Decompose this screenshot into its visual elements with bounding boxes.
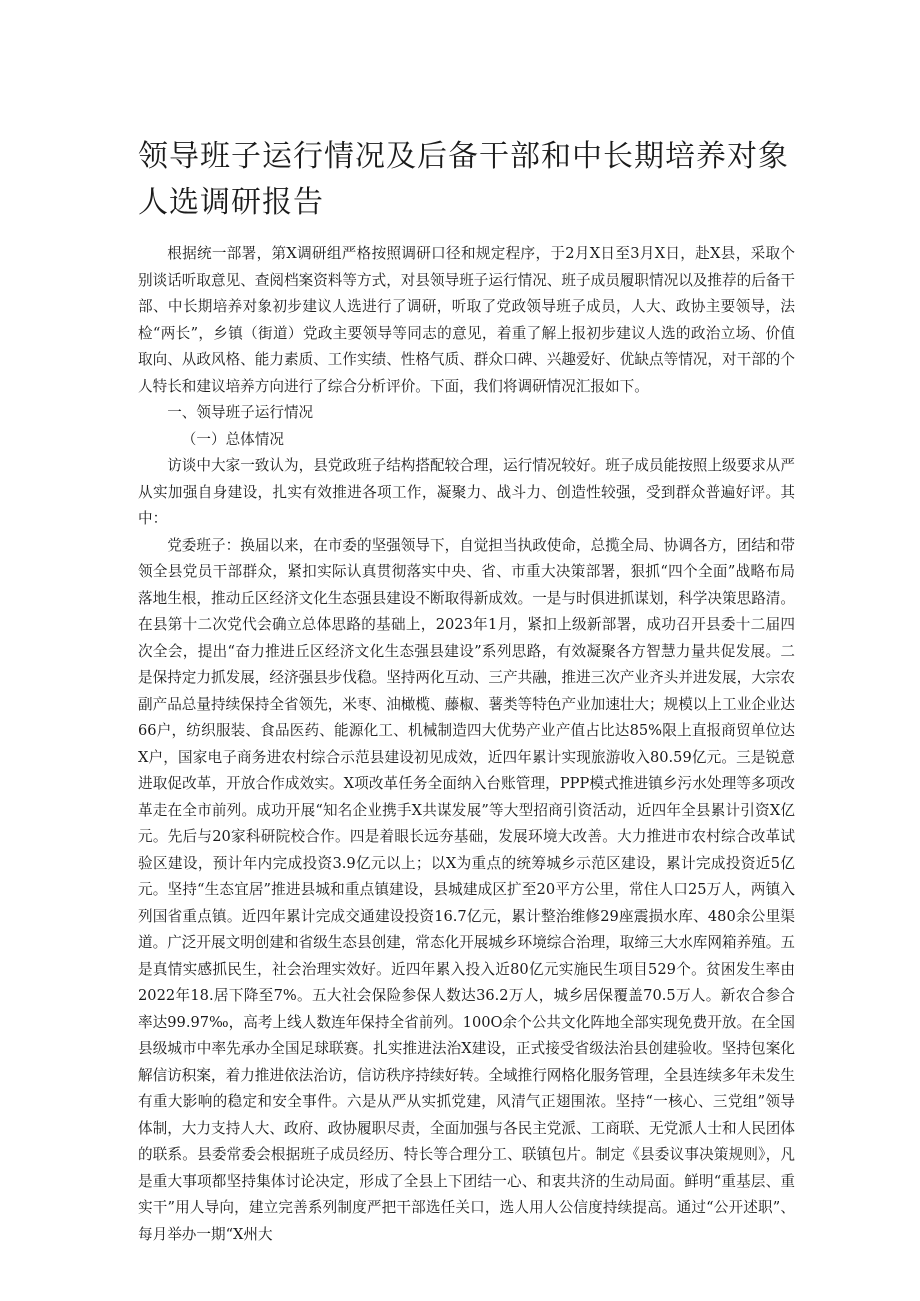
document-title: 领导班子运行情况及后备干部和中长期培养对象人选调研报告	[138, 139, 789, 220]
overview-paragraph: 访谈中大家一致认为，县党政班子结构搭配较合理，运行情况较好。班子成员能按照上级要求从严从实加强自身建设，扎实有效推进各项工作，凝聚力、战斗力、创造性较强，受到群众普遍好评。其中：	[138, 457, 795, 527]
section-heading: 一、领导班子运行情况	[167, 404, 314, 421]
party-committee-paragraph: 党委班子：换届以来，在市委的坚强领导下，自觉担当执政使命，总揽全局、协调各方，团结和带领全县党员干部群众，紧扣实际认真贯彻落实中央、省、市重大决策部署，狠抓“四个全面”战略布局落地生根，推动丘区经济文化生态强县建设不断取得新成效。一是与时俱进抓谋划，科学决策思路清。在县第十二次党代会确立总体思路的基础上，2023年1月，紧扣上级新部署，成功召开县委十二届四次全会，提出“奋力推进丘区经济文化生态强县建设”系列思路，有效凝聚各方智慧力量共促发展。二是保持定力抓发展，经济强县步伐稳。坚持两化互动、三产共融，推进三次产业齐头并进发展，大宗农副产品总量持续保持全省领先，米枣、油橄榄、藤椒、薯类等特色产业加速壮大；规模以上工业企业达66户，纺织服装、食品医药、能源化工、机械制造四大优势产业产值占比达85%限上直报商贸单位达X户，国家电子商务进农村综合示范县建设初见成效，近四年累计实现旅游收入80.59亿元。三是锐意进取促改革，开放合作成效实。X项改革任务全面纳入台账管理，PPP模式推进镇乡污水处理等多项改革走在全市前列。成功开展“知名企业携手X共谋发展”等大型招商引资活动，近四年全县累计引资X亿元。先后与20家科研院校合作。四是着眼长远夯基础，发展环境大改善。大力推进市农村综合改革试验区建设，预计年内完成投资3.9亿元以上；以X为重点的统筹城乡示范区建设，累计完成投资近5亿元。坚持“生态宜居”推进县城和重点镇建设，县城建成区扩至20平方公里，常住人口25万人，两镇入列国省重点镇。近四年累计完成交通建设投资16.7亿元，累计整治维修29座震损水库、480余公里渠道。广泛开展文明创建和省级生态县创建，常态化开展城乡环境综合治理，取缔三大水库网箱养殖。五是真情实感抓民生，社会治理实效好。近四年累入投入近80亿元实施民生项目529个。贫困发生率由2022年18.居下降至7%。五大社会保险参保人数达36.2万人，城乡居保覆盖70.5万人。新农合参合率达99.97‰，高考上线人数连年保持全省前列。100O余个公共文化阵地全部实现免费开放。在全国县级城市中率先承办全国足球联赛。扎实推进法治X建设，正式接受省级法治县创建验收。坚持包案化解信访积案，着力推进依法治访，信访秩序持续好转。全域推行网格化服务管理，全县连续多年未发生有重大影响的稳定和安全事件。六是从严从实抓党建，风清气正翅围浓。坚持“一核心、三党组”领导体制，大力支持人大、政府、政协履职尽责，全面加强与各民主党派、工商联、无党派人士和人民团体的联系。县委常委会根据班子成员经历、特长等合理分工、联镇包片。制定《县委议事决策规则》，凡是重大事项都坚持集体讨论决定，形成了全县上下团结一心、和衷共济的生动局面。鲜明“重基层、重实干”用人导向，建立完善系列制度严把干部选任关口，选人用人公信度持续提高。通过“公开述职”、每月举办一期“X州大	[138, 536, 795, 1243]
document-body	[138, 241, 795, 1248]
subsection-heading: （一）总体情况	[181, 430, 284, 448]
intro-paragraph: 根据统一部署，第X调研组严格按照调研口径和规定程序，于2月X日至3月X日，赴X县，采取个别谈话听取意见、查阅档案资料等方式，对县领导班子运行情况、班子成员履职情况以及推荐的后备干部、中长期培养对象初步建议人选进行了调研，听取了党政领导班子成员，人大、政协主要领导，法检“两长”，乡镇（街道）党政主要领导等同志的意见，着重了解上报初步建议人选的政治立场、价值取向、从政风格、能力素质、工作实绩、性格气质、群众口碑、兴趣爱好、优缺点等情况，对干部的个人特长和建议培养方向进行了综合分析评价。下面，我们将调研情况汇报如下。	[138, 245, 795, 395]
